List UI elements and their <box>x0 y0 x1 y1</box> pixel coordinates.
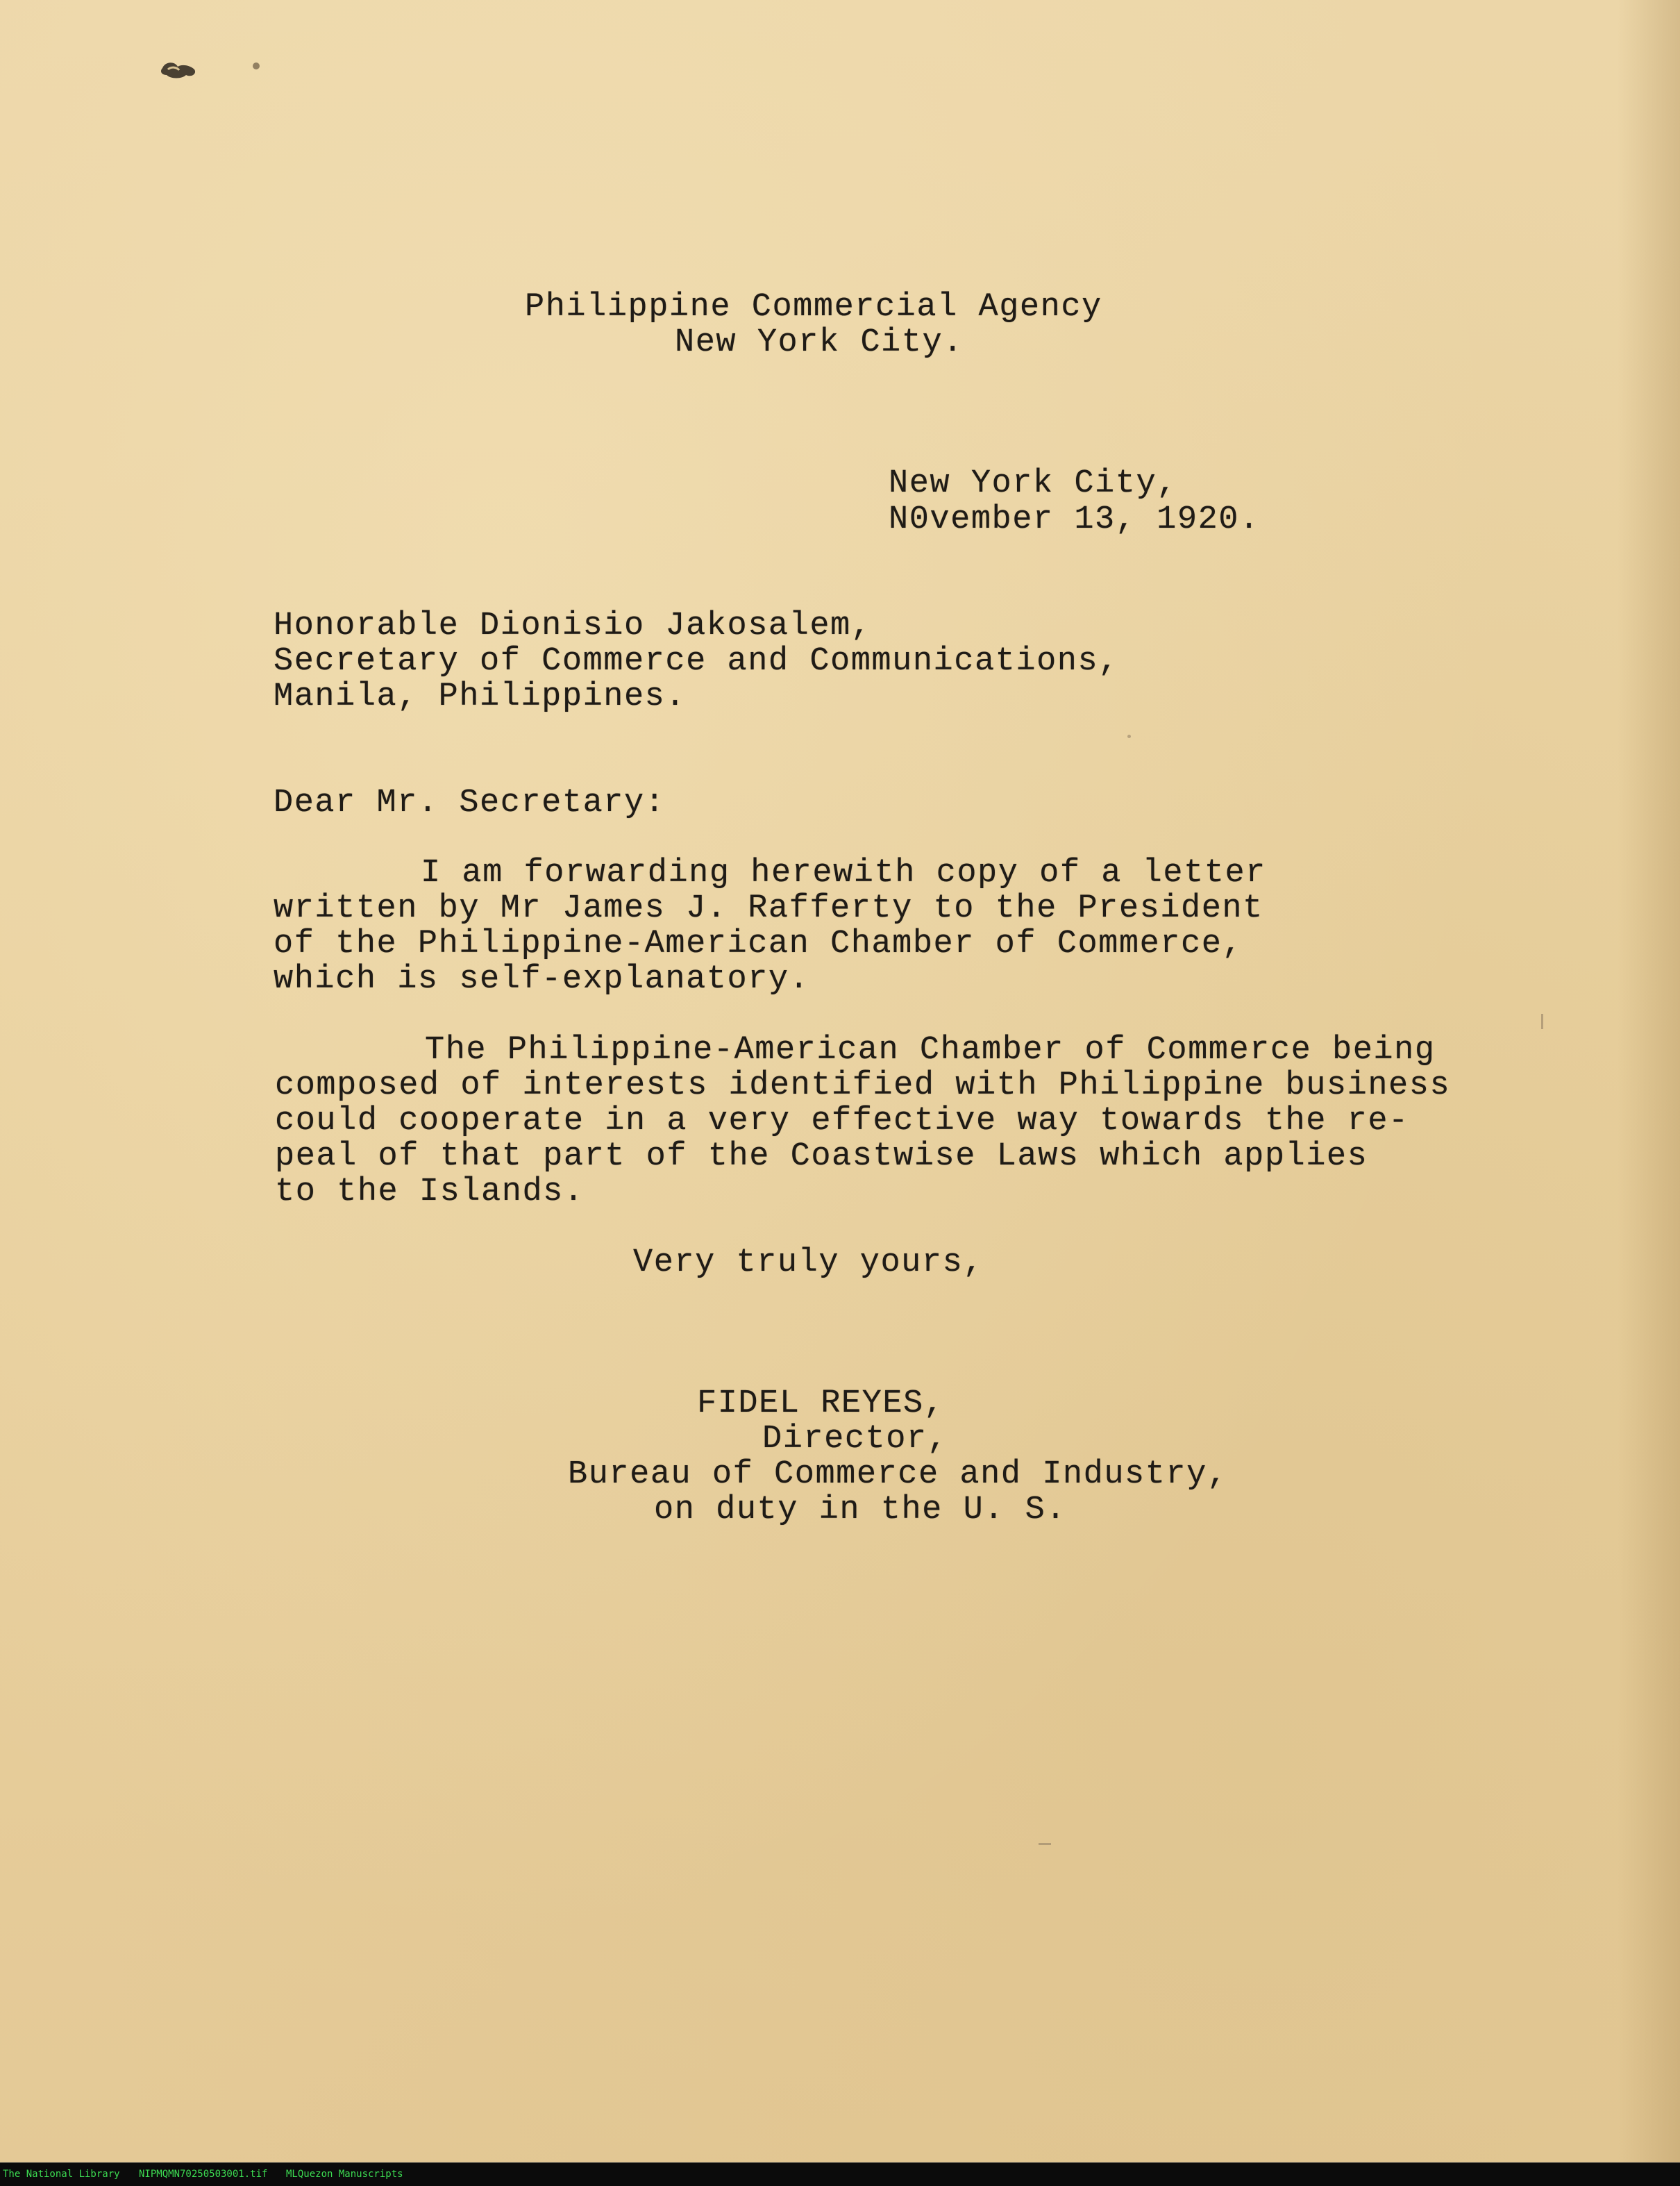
paragraph-1-line: I am forwarding herewith copy of a letter <box>421 855 1266 892</box>
paragraph-2-line: peal of that part of the Coastwise Laws which applies <box>275 1138 1368 1175</box>
paragraph-1-line: which is self-explanatory. <box>274 961 810 998</box>
footer-institution: The National Library <box>3 2169 120 2180</box>
signature-name: FIDEL REYES, <box>697 1385 945 1422</box>
dateline-place: New York City, <box>889 465 1177 502</box>
letterhead-agency: Philippine Commercial Agency <box>525 289 1102 326</box>
paper-edge-shading <box>1618 0 1680 2163</box>
dateline-date: N0vember 13, 1920. <box>889 501 1260 538</box>
footer-collection: MLQuezon Manuscripts <box>286 2169 403 2180</box>
staple-hole-mark <box>158 58 201 82</box>
closing: Very truly yours, <box>633 1244 984 1281</box>
letterhead-city: New York City. <box>675 324 964 361</box>
recipient-title: Secretary of Commerce and Communications, <box>274 643 1119 680</box>
paragraph-2-line: composed of interests identified with Philippine business <box>275 1067 1451 1104</box>
recipient-name: Honorable Dionisio Jakosalem, <box>274 608 872 644</box>
pin-hole-dot <box>253 62 260 69</box>
recipient-address: Manila, Philippines. <box>274 678 687 715</box>
paragraph-2-line: The Philippine-American Chamber of Commerce being <box>425 1032 1436 1069</box>
paper-scuff-mark <box>1039 1843 1051 1845</box>
paper-scuff-mark <box>1541 1014 1543 1029</box>
paragraph-1-line: written by Mr James J. Rafferty to the President <box>274 890 1263 927</box>
salutation: Dear Mr. Secretary: <box>274 785 666 821</box>
paragraph-1-line: of the Philippine-American Chamber of Commerce, <box>274 926 1243 962</box>
paragraph-2-line: to the Islands. <box>275 1174 585 1210</box>
signature-title: Director, <box>762 1421 948 1458</box>
archive-footer-bar <box>0 2162 1680 2186</box>
signature-bureau: Bureau of Commerce and Industry, <box>568 1456 1228 1493</box>
paper-scuff-mark <box>1127 735 1131 738</box>
footer-file-id: NIPMQMN70250503001.tif <box>139 2169 268 2180</box>
paragraph-2-line: could cooperate in a very effective way towards the re- <box>275 1103 1409 1140</box>
signature-duty: on duty in the U. S. <box>654 1492 1067 1528</box>
